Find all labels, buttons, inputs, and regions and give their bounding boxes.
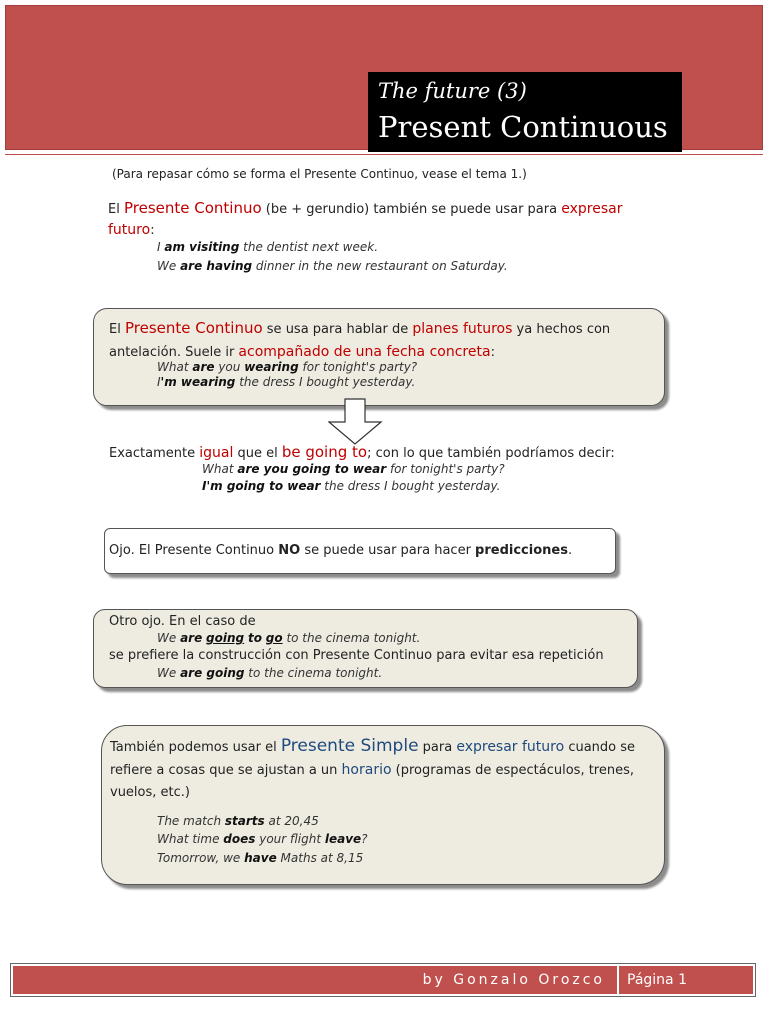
plans-term: planes futuros [412,321,513,337]
header-divider [5,154,763,155]
plans-text: se usa para hablar de [262,322,413,337]
present-simple-term: Presente Simple [280,736,419,756]
intro-text: El [108,202,124,217]
repetition-line-1: Otro ojo. En el caso de [109,614,256,629]
predictions-paragraph [109,543,572,558]
predictions-text: Ojo. El Presente Continuo [109,543,279,558]
predictions-text: . [567,543,573,558]
repetition-line-2: se prefiere la construcción con Presente Continuo para evitar esa repetición [109,648,604,663]
example-text: I [157,375,161,389]
example-bold: are [192,360,215,374]
going-to-term: igual [199,445,234,461]
example-text: the dentist next week. [239,240,379,254]
title-box [368,72,682,152]
example-bold: have [244,851,277,865]
plans-paragraph [109,317,654,364]
present-simple-example-2 [157,832,368,846]
going-to-text: que el [233,446,282,461]
plans-example-1 [157,360,417,374]
example-text: The match [157,814,225,828]
example-text: for tonight's party? [298,360,418,374]
present-simple-text: para [418,740,457,755]
example-text: Tomorrow, we [157,851,245,865]
predictions-no: NO [278,543,301,558]
example-text: the dress I bought yesterday. [235,375,416,389]
present-simple-example-1 [157,814,319,828]
going-to-paragraph [109,443,669,461]
repetition-example-1 [157,631,420,645]
example-text: your flight [255,832,325,846]
predictions-term: predicciones [475,543,568,558]
intro-example-2 [157,259,508,273]
intro-term: Presente Continuo [123,199,262,217]
example-text: the dress I bought yesterday. [320,479,501,493]
example-text: What [202,462,238,476]
example-bold: to [247,631,262,645]
example-text: to the cinema tonight. [244,666,383,680]
going-to-text: ; con lo que también podríamos decir: [367,446,615,461]
going-to-example-1 [202,462,505,476]
present-simple-text: (programas de espectáculos, trenes, vuelos, etc.) [110,763,634,800]
example-text: dinner in the new restaurant on Saturday. [252,259,508,273]
example-text: you [214,360,245,374]
example-bold: are you going to wear [237,462,387,476]
example-text: Maths at 8,15 [276,851,364,865]
intro-text: (be + gerundio) también se puede usar para [261,202,562,217]
footer-author: by Gonzalo Orozco [13,966,617,994]
intro-example-1 [157,240,378,254]
example-text: We [157,631,181,645]
present-simple-text: cuando se refiere a cosas que se ajustan a un [110,740,636,778]
present-simple-paragraph [110,735,655,804]
intro-term: expresar futuro [108,201,623,238]
example-text: at 20,45 [264,814,319,828]
down-arrow-icon [328,398,384,446]
example-underlined: going [206,631,245,645]
repetition-example-2 [157,666,382,680]
predictions-text: se puede usar para hacer [300,543,476,558]
example-bold: does [223,832,256,846]
example-underlined: go [265,631,283,645]
plans-term: Presente Continuo [124,319,263,337]
going-to-text: Exactamente [109,446,200,461]
example-text: We [157,666,181,680]
plans-text: El [109,322,125,337]
going-to-example-2 [202,479,500,493]
present-simple-term: horario [341,762,392,778]
example-bold: starts [224,814,265,828]
example-bold: are going [180,666,245,680]
example-text: I [157,240,165,254]
example-text: What time [157,832,224,846]
going-to-term: be going to [281,443,368,461]
present-simple-term: expresar futuro [456,739,565,755]
review-note: (Para repasar cómo se forma el Presente Continuo, vease el tema 1.) [112,167,527,181]
example-bold: wearing [244,360,299,374]
example-text: for tonight's party? [386,462,505,476]
page-number: Página 1 [619,966,753,994]
example-text: We [157,259,181,273]
plans-text: : [490,345,495,360]
example-bold: leave [324,832,362,846]
example-text: to the cinema tonight. [282,631,421,645]
page-title: Present Continuous [378,110,668,144]
plans-example-2 [157,375,415,389]
example-text: What [157,360,193,374]
plans-text: ya hechos con antelación. Suele ir [109,322,611,360]
example-text: ? [361,832,368,846]
plans-term: acompañado de una fecha concreta [238,344,491,360]
present-simple-text: También podemos usar el [110,740,281,755]
example-bold: I'm going to wear [202,479,321,493]
example-bold: are [180,631,203,645]
example-bold: are having [180,259,253,273]
intro-paragraph [108,198,668,241]
example-bold: 'm wearing [160,375,236,389]
present-simple-example-3 [157,851,363,865]
intro-text: : [150,223,155,238]
page-subtitle: The future (3) [378,79,527,103]
example-bold: am visiting [164,240,240,254]
